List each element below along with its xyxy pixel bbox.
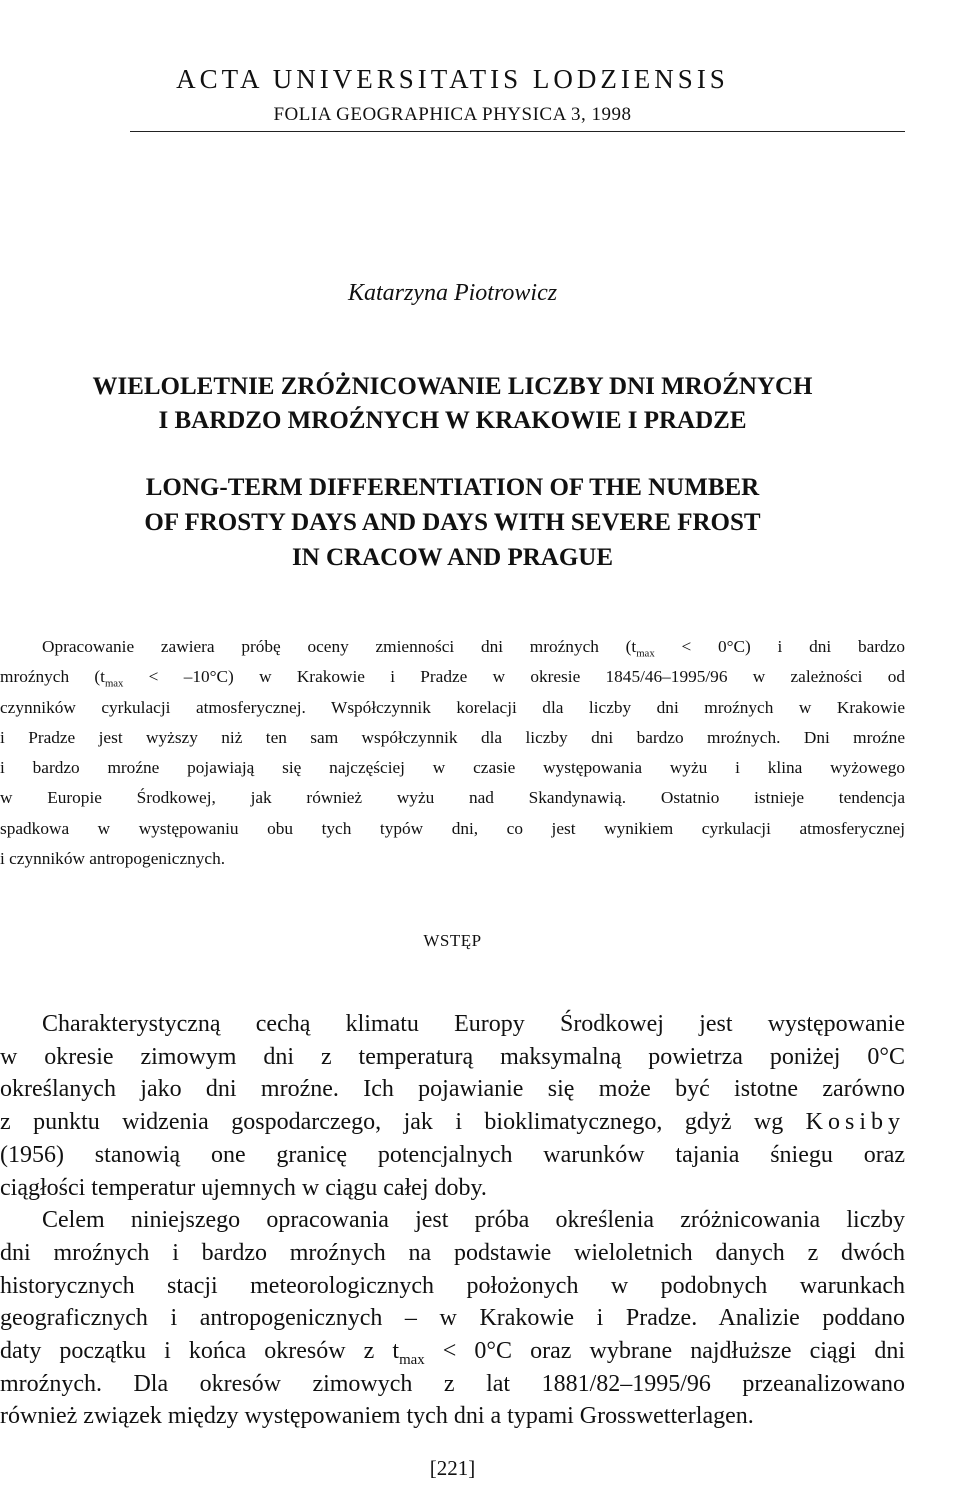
abstract-line: spadkowa w występowaniu obu tych typów dni, co jest wynikiem cyrkulacji atmosferycznej (0, 818, 905, 838)
body-line: określanych jako dni mroźne. Ich pojawianie się może być istotne zarówno (0, 1076, 905, 1103)
author-name: Katarzyna Piotrowicz (347, 280, 558, 306)
title-english-line-2: OF FROSTY DAYS AND DAYS WITH SEVERE FROST (144, 509, 761, 536)
abstract-line: i bardzo mroźne pojawiają się najczęściej w czasie występowania wyżu i klina wyżowego (0, 758, 905, 778)
title-english (0, 470, 905, 575)
section-heading: WSTĘP (423, 931, 482, 950)
body-line: również związek między występowaniem tych dni a typami Grosswetterlagen. (0, 1403, 754, 1430)
body-line: (1956) stanowią one granicę potencjalnych warunków tajania śniegu oraz (0, 1141, 905, 1168)
body-line: mroźnych. Dla okresów zimowych z lat 1881/82–1995/96 przeanalizowano (0, 1370, 905, 1397)
abstract-line: Opracowanie zawiera próbę oceny zmienności dni mroźnych $(t_{max} < 0^\circ C)$ i dni bardzo (42, 637, 905, 660)
cited-author: Kosiby (805, 1109, 905, 1136)
abstract-line: czynników cyrkulacji atmosferycznej. Współczynnik korelacji dla liczby dni mroźnych w Krakowie (0, 697, 905, 717)
abstract (0, 632, 905, 874)
body-line: Charakterystyczną cechą klimatu Europy Środkowej jest występowanie (42, 1011, 905, 1037)
body-line: Celem niniejszego opracowania jest próba określenia zróżnicowania liczby (42, 1207, 905, 1234)
title-polish-line-2: I BARDZO MROŹNYCH W KRAKOWIE I PRADZE (158, 407, 747, 434)
header-divider (130, 131, 905, 132)
abstract-line: i Pradze jest wyższy niż ten sam współczynnik dla liczby dni bardzo mroźnych. Dni mroźne (0, 727, 905, 747)
body-line: z punktu widzenia gospodarczego, jak i bioklimatycznego, gdyż wg Kosiby (0, 1109, 905, 1136)
page-number: [221] (429, 1456, 476, 1480)
body-line: daty początku i końca okresów z $t_{max} < 0^\circ C$ oraz wybrane najdłuższe ciągi dni (0, 1338, 905, 1368)
title-english-line-1: LONG-TERM DIFFERENTIATION OF THE NUMBER (145, 474, 760, 501)
body-line: geograficznych i antropogenicznych – w Krakowie i Pradze. Analizie poddano (0, 1305, 905, 1332)
body-line: ciągłości temperatur ujemnych w ciągu całej doby. (0, 1174, 487, 1201)
body-text (0, 1008, 905, 1433)
journal-series: FOLIA GEOGRAPHICA PHYSICA 3, 1998 (273, 104, 632, 125)
body-line: historycznych stacji meteorologicznych położonych w podobnych warunkach (0, 1272, 905, 1299)
journal-name: ACTA UNIVERSITATIS LODZIENSIS (176, 64, 729, 94)
abstract-line: w Europie Środkowej, jak również wyżu nad Skandynawią. Ostatnio istnieje tendencja (0, 788, 905, 808)
abstract-line: mroźnych $(t_{max} < -10^\circ C)$ w Krakowie i Pradze w okresie 1845/46–1995/96 w zależności od (0, 667, 905, 690)
abstract-line: i czynników antropogenicznych. (0, 849, 226, 869)
title-polish (0, 370, 905, 438)
body-line: w okresie zimowym dni z temperaturą maksymalną powietrza poniżej 0°C (0, 1043, 905, 1070)
body-line: dni mroźnych i bardzo mroźnych na podstawie wieloletnich danych z dwóch (0, 1239, 905, 1266)
title-polish-line-1: WIELOLETNIE ZRÓŻNICOWANIE LICZBY DNI MROŹNYCH (92, 373, 813, 400)
title-english-line-3: IN CRACOW AND PRAGUE (291, 544, 614, 571)
